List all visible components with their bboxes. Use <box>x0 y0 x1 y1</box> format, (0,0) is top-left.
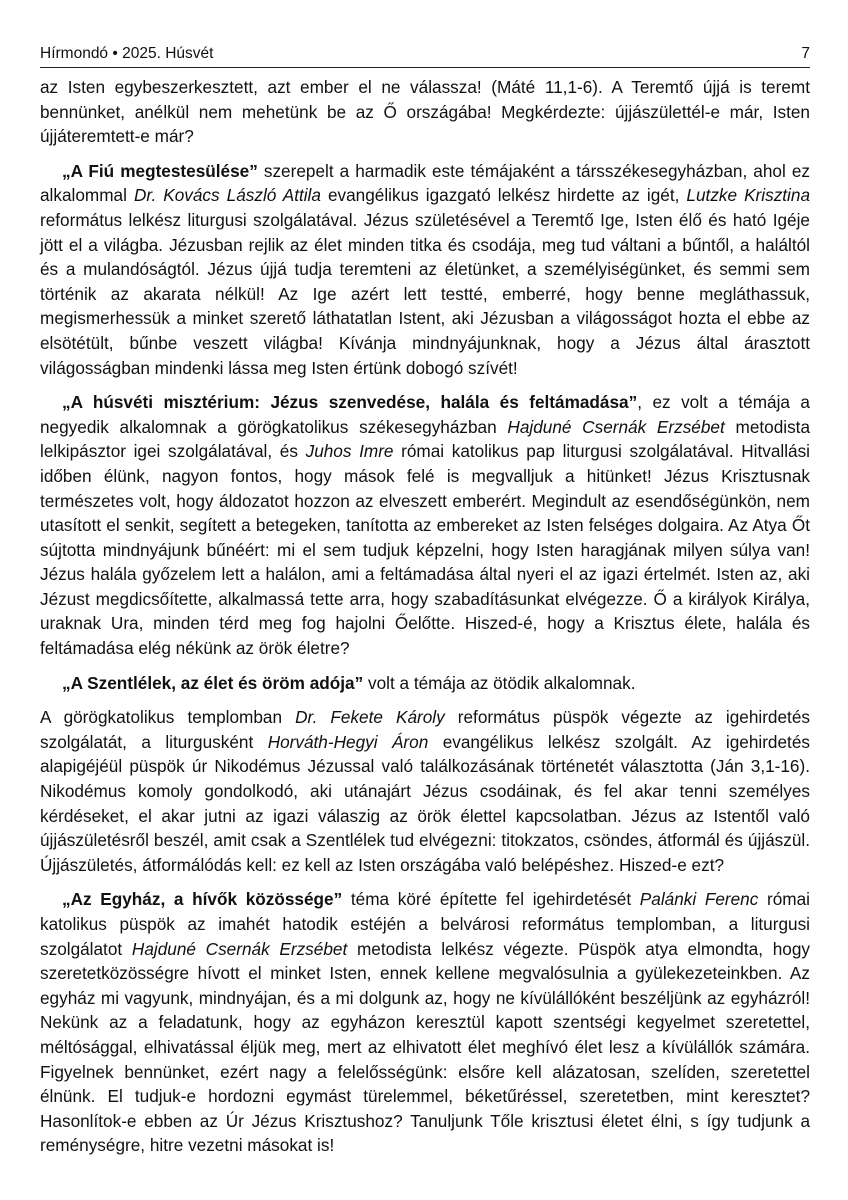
body-text: az Isten egybeszerkesztett, azt ember el ne válassza! (Máté 11,1-6). A Teremtő újjá is teremt bennünket, anélkül nem mehetünk be az Ő országába! Megkérdezte: újjászülettél-e már, Isten újjáteremtett-e már? <box>40 77 810 147</box>
person-name: Juhos Imre <box>305 441 394 462</box>
body-text: , ez volt a témája a negyedik alkalomnak a görögkatolikus székesegyházban <box>40 392 810 437</box>
paragraph <box>40 671 810 696</box>
paragraph <box>40 159 810 380</box>
body-text: volt a témája az ötödik alkalomnak. <box>363 672 636 693</box>
body-text: metodista lelkész végezte. Püspök atya elmondta, hogy szeretetközösségre hívott el minket Isten, ennek kellene megvalósulnia a gyülekezeteinkben. Az egyház mi vagyunk, mindnyájan, és a mi dolgunk az, hogy ne kívülállóként beszéljünk az egyházról! Nekünk az a feladatunk, hogy az egyházon keresztül kapott szentségi kegyelmet szeretettel, méltósággal, elhivatással éljük meg, mert az elhivatott élet meghívó élet lesz a kívülállók számára. Figyelnek bennünket, ezért nagy a felelősségünk: elsőre kell alázatosan, szelíden, szeretettel élnünk. El tudjuk-e hordozni egymást türelemmel, béketűréssel, szeretetben, mint keresztet? Hasonlítok-e ebben az Úr Jézus Krisztushoz? Tanuljunk Tőle krisztusi életet élni, s így tudjunk a reménységre, hitre vezetni másokat is! <box>40 938 810 1156</box>
body-text: római katolikus pap liturgusi szolgálatával. Hitvallási időben élünk, nagyon fontos, hogy mások felé is megvalljuk a hitünket! Jézus Krisztusnak természetes volt, hogy áldozatot hozzon az elveszett emberért. Megindult az esendőségünkön, nem utasított el senkit, segített a betegeken, tanította az embereket az Isten felséges dolgaira. Az Atya Őt sújtotta mindnyájunk bűnéért: mi el sem tudjuk képzelni, hogy Isten haragjának milyen súlya van! Jézus halála győzelem lett a halálon, ami a feltámadása által nyeri el az igazi értelmét. Isten az, aki Jézust megdicsőítette, alkalmassá tette arra, hogy szabadításunkat elvégezze. Ő a királyok Királya, uraknak Ura, minden térd meg fog hajolni Őelőtte. Hiszed-é, hogy a Krisztus élete, halála és feltámadása elég nékünk az örök életre? <box>40 441 810 659</box>
person-name: Lutzke Krisztina <box>686 185 810 206</box>
section-title: „A Szentlélek, az élet és öröm adója” <box>62 672 364 693</box>
person-name: Hajduné Csernák Erzsébet <box>507 416 725 437</box>
person-name: Dr. Fekete Károly <box>295 707 445 728</box>
body-text: téma köré építette fel igehirdetését <box>342 889 640 910</box>
running-header <box>40 44 810 68</box>
body-text: A görögkatolikus templomban <box>40 707 296 728</box>
body-text: evangélikus lelkész szolgált. Az igehirdetés alapigéjéül püspök úr Nikodémus Jézussal való találkozásának történetét választotta (Ján 3,1-16). Nikodémus komoly gondolkodó, aki utánajárt Jézus csodáinak, és fel akar tenni személyes kérdéseket, el akar jutni az igazi válaszig az örök élettel kapcsolatban. Jézus az Istentől való újjászületésről beszél, amit csak a Szentlélek tud elvégezni: titokzatos, csöndes, átformál és újjászül. Újjászületés, átformálódás kell: ez kell az Isten országába való belépéshez. Hiszed-e ezt? <box>40 731 810 875</box>
article-body <box>40 75 810 1158</box>
page-number: 7 <box>801 45 810 62</box>
section-title: „A húsvéti misztérium: Jézus szenvedése, halála és feltámadása” <box>62 392 638 413</box>
person-name: Palánki Ferenc <box>639 889 759 910</box>
person-name: Horváth-Hegyi Áron <box>267 731 429 752</box>
section-title: „A Fiú megtestesülése” <box>62 160 258 181</box>
body-text: református lelkész liturgusi szolgálatával. Jézus születésével a Teremtő Ige, Isten élő és ható Igéje jött el a világba. Jézusban rejlik az élet minden titka és csodája, meg tud váltani a bűntől, a haláltól és a mulandóságtól. Jézus újjá tudja teremteni az életünket, a személyiségünket, és semmi sem történik az akarata nélkül! Az Ige azért lett testté, emberré, hogy benne megláthassuk, megismerhessük a minket szerető láthatatlan Istent, aki Jézusban a világosságot hozta el ebbe az elsötétült, bűnbe veszett világba! Kívánja mindnyájunknak, hogy a Jézus által árasztott világosságban mindenki lássa meg Isten értünk dobogó szívét! <box>40 209 810 378</box>
body-text: evangélikus igazgató lelkész hirdette az igét, <box>320 185 687 206</box>
person-name: Hajduné Csernák Erzsébet <box>131 938 348 959</box>
person-name: Dr. Kovács László Attila <box>133 185 321 206</box>
paragraph <box>40 887 810 1158</box>
publication-title: Hírmondó • 2025. Húsvét <box>40 45 214 62</box>
body-text: római katolikus püspök az imahét hatodik estéjén a belvárosi református templomban, a liturgusi szolgálatot <box>40 889 810 959</box>
paragraph <box>40 705 810 877</box>
paragraph <box>40 390 810 661</box>
body-text: szerepelt a harmadik este témájaként a társszékesegyházban, ahol ez alkalommal <box>40 160 810 206</box>
section-title: „Az Egyház, a hívők közössége” <box>62 889 343 910</box>
paragraph <box>40 75 810 149</box>
body-text: metodista lelkipásztor igei szolgálatával, és <box>40 416 811 462</box>
body-text: református püspök végezte az igehirdetés szolgálatát, a liturgusként <box>40 707 810 752</box>
